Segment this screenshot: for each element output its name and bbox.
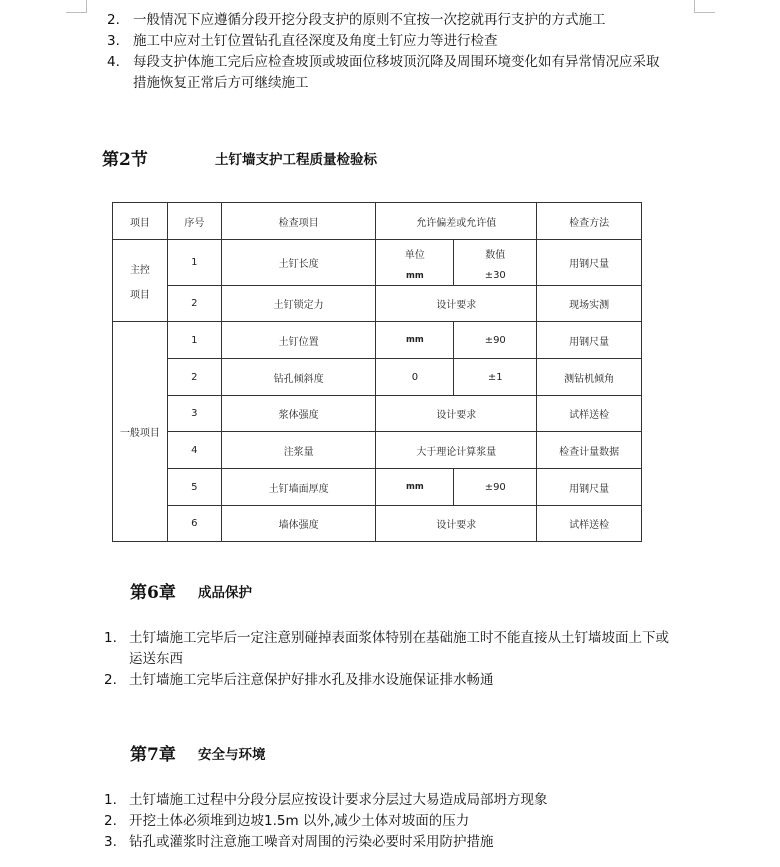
chapter7-list (0, 790, 780, 853)
list-item-text: 施工中应对土钉位置钻孔直径深度及角度土钉应力等进行检查 (133, 33, 498, 49)
list-item (0, 832, 780, 853)
list-item (0, 52, 780, 73)
cell-value: ±90 (454, 322, 537, 359)
header-item: 检查项目 (221, 203, 376, 240)
group-general: 一般项目 (113, 322, 168, 542)
cell-unit: mm (376, 322, 454, 359)
table-row (113, 469, 642, 506)
cell-method: 用钢尺量 (537, 240, 642, 286)
unit-label: 单位 (404, 250, 425, 261)
cell-method: 现场实测 (537, 286, 642, 322)
header-seq: 序号 (167, 203, 221, 240)
cell-item: 墙体强度 (221, 506, 376, 542)
table-row (113, 432, 642, 469)
cell-seq: 4 (167, 432, 221, 469)
cell-method: 测钻机倾角 (537, 359, 642, 396)
chapter-title: 成品保护 (198, 585, 252, 601)
group-main-control (113, 240, 168, 322)
list-item-number: 2. (107, 12, 120, 28)
section-number: 第2节 (102, 150, 148, 170)
cell-item: 土钉锁定力 (221, 286, 376, 322)
list-item-text: 土钉墙施工完毕后一定注意别碰掉表面浆体特别在基础施工时不能直接从土钉墙坡面上下或 (129, 630, 669, 646)
list-item-text: 措施恢复正常后方可继续施工 (133, 75, 309, 91)
list-item-number: 4. (107, 54, 120, 70)
value-label: 数值 (485, 250, 506, 261)
list-item-continuation (0, 73, 780, 94)
cell-value: ±90 (454, 469, 537, 506)
table-row (113, 396, 642, 432)
cell-method: 试样送检 (537, 506, 642, 542)
table-row (113, 286, 642, 322)
header-method: 检查方法 (537, 203, 642, 240)
cell-tolerance: 设计要求 (376, 396, 537, 432)
list-item-text: 开挖土体必须堆到边坡1.5m 以外,减少土体对坡面的压力 (129, 813, 470, 829)
list-item-continuation (0, 649, 780, 670)
cell-tolerance: 设计要求 (376, 286, 537, 322)
list-item-text: 土钉墙施工完毕后注意保护好排水孔及排水设施保证排水畅通 (129, 672, 494, 688)
chapter-title: 安全与环境 (198, 747, 266, 763)
list-item-text: 钻孔或灌浆时注意施工噪音对周围的污染必要时采用防护措施 (129, 834, 494, 850)
section-heading (102, 145, 377, 170)
list-item (0, 10, 780, 31)
table-row (113, 506, 642, 542)
intro-list (0, 10, 780, 94)
list-item (0, 31, 780, 52)
header-tolerance: 允许偏差或允许值 (376, 203, 537, 240)
table-row (113, 240, 642, 286)
list-item (0, 670, 780, 691)
chapter-number: 第6章 (130, 583, 176, 603)
cell-method: 试样送检 (537, 396, 642, 432)
section-title: 土钉墙支护工程质量检验标 (215, 152, 377, 168)
cell-item: 土钉长度 (221, 240, 376, 286)
list-item-text: 土钉墙施工过程中分段分层应按设计要求分层过大易造成局部坍方现象 (129, 792, 548, 808)
list-item-number: 1. (104, 630, 117, 646)
cell-method: 检查计量数据 (537, 432, 642, 469)
cell-unit: mm (376, 469, 454, 506)
list-item (0, 628, 780, 649)
cell-seq: 6 (167, 506, 221, 542)
cell-item: 土钉位置 (221, 322, 376, 359)
list-item-text: 运送东西 (129, 651, 183, 667)
list-item-number: 2. (104, 672, 117, 688)
cell-unit (376, 240, 454, 286)
cell-seq: 5 (167, 469, 221, 506)
cell-seq: 2 (167, 286, 221, 322)
group-label-line2: 项目 (129, 289, 150, 301)
table-header-row (113, 203, 642, 240)
chapter-number: 第7章 (130, 745, 176, 765)
group-label-line1: 主控 (129, 264, 150, 276)
cell-item: 钻孔倾斜度 (221, 359, 376, 396)
cell-tolerance: 大于理论计算浆量 (376, 432, 537, 469)
cell-seq: 2 (167, 359, 221, 396)
cell-seq: 1 (167, 240, 221, 286)
cell-method: 用钢尺量 (537, 469, 642, 506)
list-item-text: 一般情况下应遵循分段开挖分段支护的原则不宜按一次挖就再行支护的方式施工 (133, 12, 606, 28)
list-item (0, 811, 780, 832)
chapter6-list (0, 628, 780, 691)
cell-seq: 3 (167, 396, 221, 432)
list-item-number: 3. (104, 834, 117, 850)
value-number: ±30 (484, 270, 506, 281)
cell-value (454, 240, 537, 286)
quality-inspection-table (112, 202, 642, 542)
chapter-heading (130, 578, 252, 603)
cell-tolerance: 设计要求 (376, 506, 537, 542)
table-row (113, 359, 642, 396)
list-item-number: 2. (104, 813, 117, 829)
chapter-heading (130, 740, 266, 765)
list-item-number: 1. (104, 792, 117, 808)
cell-value: ±1 (454, 359, 537, 396)
cell-item: 土钉墙面厚度 (221, 469, 376, 506)
cell-unit: 0 (376, 359, 454, 396)
unit-value: mm (406, 271, 424, 281)
list-item-text: 每段支护体施工完后应检查坡顶或坡面位移坡顶沉降及周围环境变化如有异常情况应采取 (133, 54, 660, 70)
cell-item: 注浆量 (221, 432, 376, 469)
table-row (113, 322, 642, 359)
cell-item: 浆体强度 (221, 396, 376, 432)
cell-seq: 1 (167, 322, 221, 359)
list-item (0, 790, 780, 811)
header-project: 项目 (113, 203, 168, 240)
cell-method: 用钢尺量 (537, 322, 642, 359)
list-item-number: 3. (107, 33, 120, 49)
